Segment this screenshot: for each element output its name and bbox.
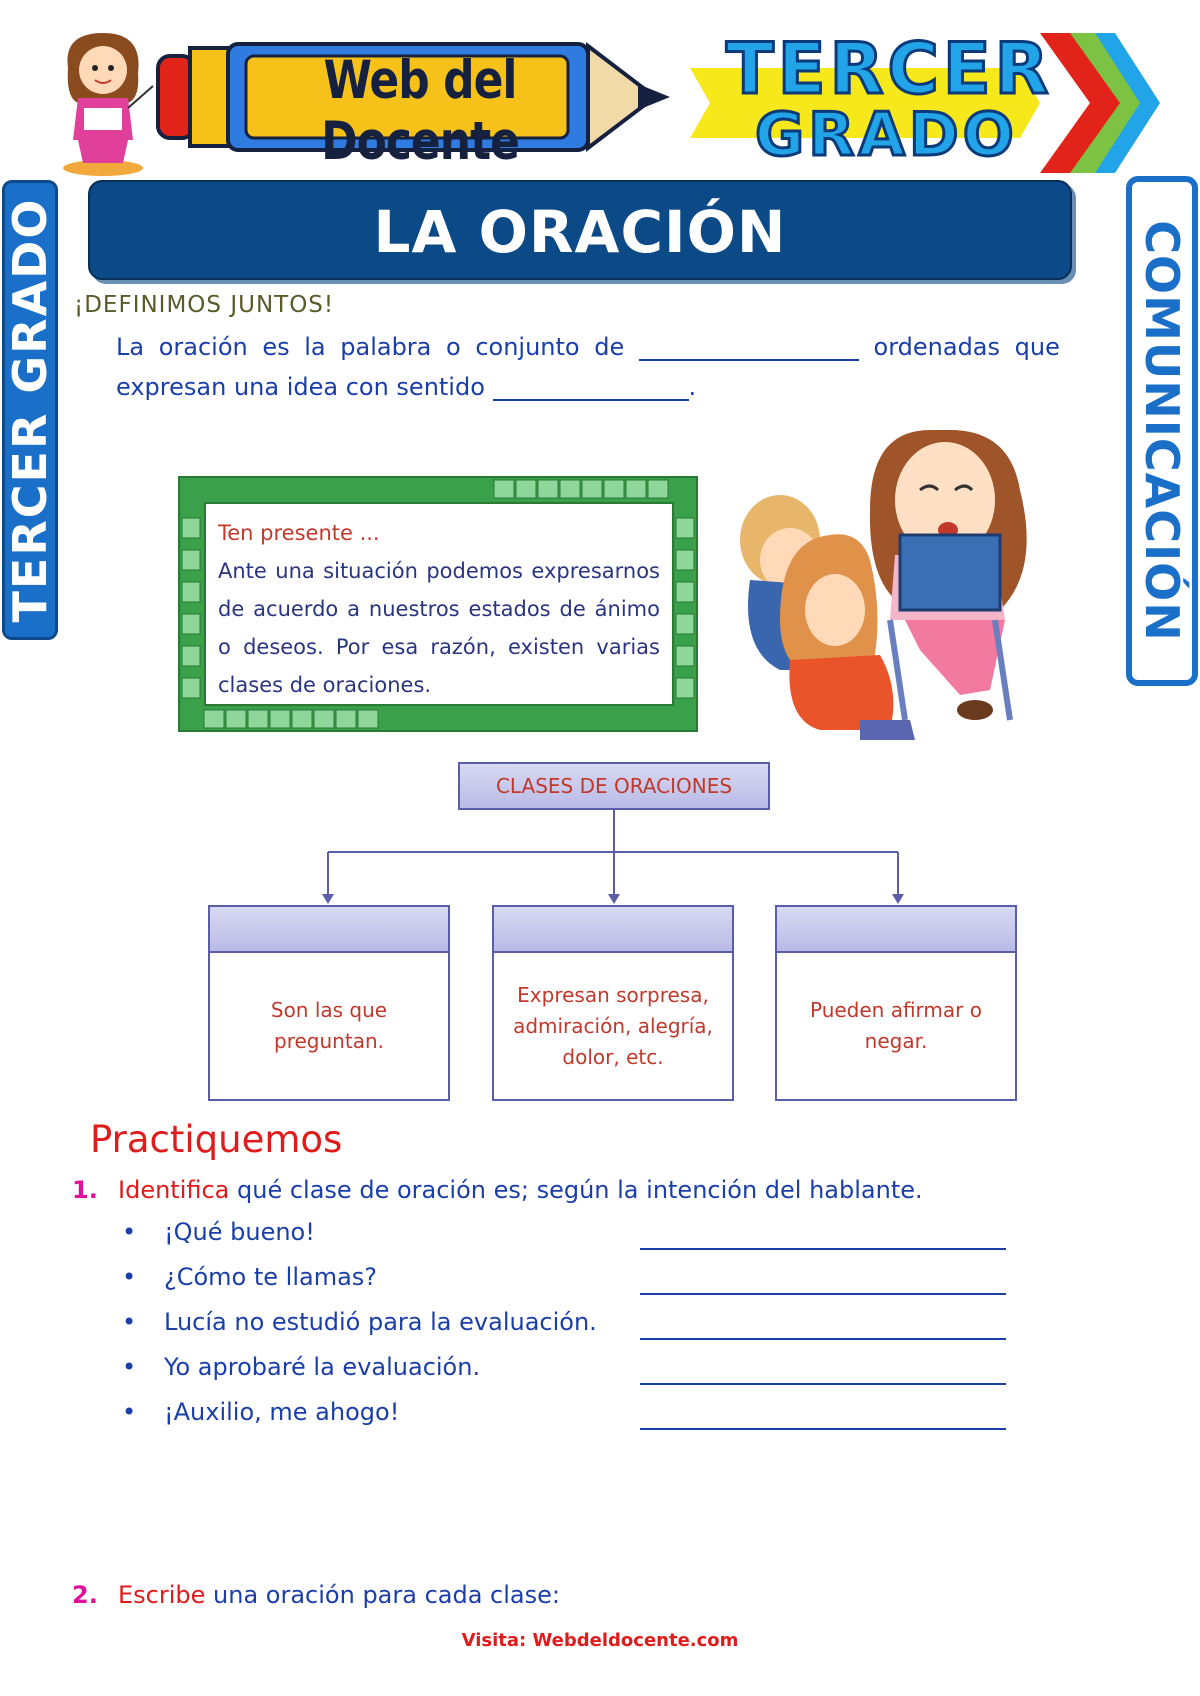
side-label-right-text: COMUNICACIÓN xyxy=(1135,220,1189,642)
definition-line-2-start: expresan una idea con sentido xyxy=(116,373,485,401)
class-box-interrogative xyxy=(208,905,450,1101)
note-body: Ante una situación podemos expresarnos de acuerdo a nuestros estados de ánimo o deseos. Por esa razón, existen varias clases de oraciones. xyxy=(218,559,660,697)
definition-line-2-end: . xyxy=(688,373,697,401)
answer-line[interactable] xyxy=(640,1353,1006,1385)
class-box-description: Expresan sorpresa, admiración, alegría, dolor, etc. xyxy=(513,982,713,1069)
class-box-exclamative xyxy=(492,905,734,1101)
exercise-sentence: ¡Auxilio, me ahogo! xyxy=(164,1398,400,1426)
class-box-heading-blank[interactable] xyxy=(494,907,732,953)
exercise-sentence: ¿Cómo te llamas? xyxy=(164,1263,378,1291)
question-verb: Escribe xyxy=(118,1581,206,1609)
practice-title: Practiquemos xyxy=(90,1118,343,1161)
note-title: Ten presente ... xyxy=(218,521,380,545)
exercise-sentence: Lucía no estudió para la evaluación. xyxy=(164,1308,597,1336)
footer-link[interactable]: Visita: Webdeldocente.com xyxy=(461,1630,739,1651)
exercise-item xyxy=(122,1263,1022,1297)
class-box-declarative xyxy=(775,905,1017,1101)
class-box-description: Son las que preguntan. xyxy=(270,998,388,1053)
class-box-heading-blank[interactable] xyxy=(210,907,448,953)
definition-line-1-end: ordenadas que xyxy=(873,333,1060,361)
exercise-item xyxy=(122,1308,1022,1342)
answer-line[interactable] xyxy=(640,1218,1006,1250)
diagram-root-label: CLASES DE ORACIONES xyxy=(495,774,733,798)
bullet: • xyxy=(122,1218,137,1246)
question-number: 1. xyxy=(72,1176,98,1204)
exercise-item xyxy=(122,1398,1022,1432)
definition-line-1-start: La oración es la palabra o conjunto de xyxy=(116,333,625,361)
question-text: qué clase de oración es; según la intención del hablante. xyxy=(229,1176,923,1204)
answer-line[interactable] xyxy=(640,1398,1006,1430)
grade-line-2: GRADO xyxy=(755,100,1018,170)
question-verb: Identifica xyxy=(118,1176,230,1204)
answer-line[interactable] xyxy=(640,1263,1006,1295)
bullet: • xyxy=(122,1308,137,1336)
exercise-item xyxy=(122,1218,1022,1252)
bullet: • xyxy=(122,1398,137,1426)
question-number: 2. xyxy=(72,1581,98,1609)
definition-heading: ¡DEFINIMOS JUNTOS! xyxy=(74,292,335,318)
side-label-left-text: TERCER GRADO xyxy=(3,197,57,623)
bullet: • xyxy=(122,1263,137,1291)
exercise-sentence: Yo aprobaré la evaluación. xyxy=(164,1353,481,1381)
exercise-item xyxy=(122,1353,1022,1387)
class-box-heading-blank[interactable] xyxy=(777,907,1015,953)
question-2 xyxy=(72,1581,560,1609)
question-text: una oración para cada clase: xyxy=(205,1581,560,1609)
class-box-description: Pueden afirmar o negar. xyxy=(809,998,982,1053)
answer-line[interactable] xyxy=(640,1308,1006,1340)
question-1 xyxy=(72,1176,923,1204)
bullet: • xyxy=(122,1353,137,1381)
page-title: LA ORACIÓN xyxy=(373,198,787,266)
exercise-sentence: ¡Qué bueno! xyxy=(164,1218,315,1246)
grade-line-1: TERCER xyxy=(726,28,1053,110)
logo-text: Web del Docente xyxy=(321,49,519,173)
